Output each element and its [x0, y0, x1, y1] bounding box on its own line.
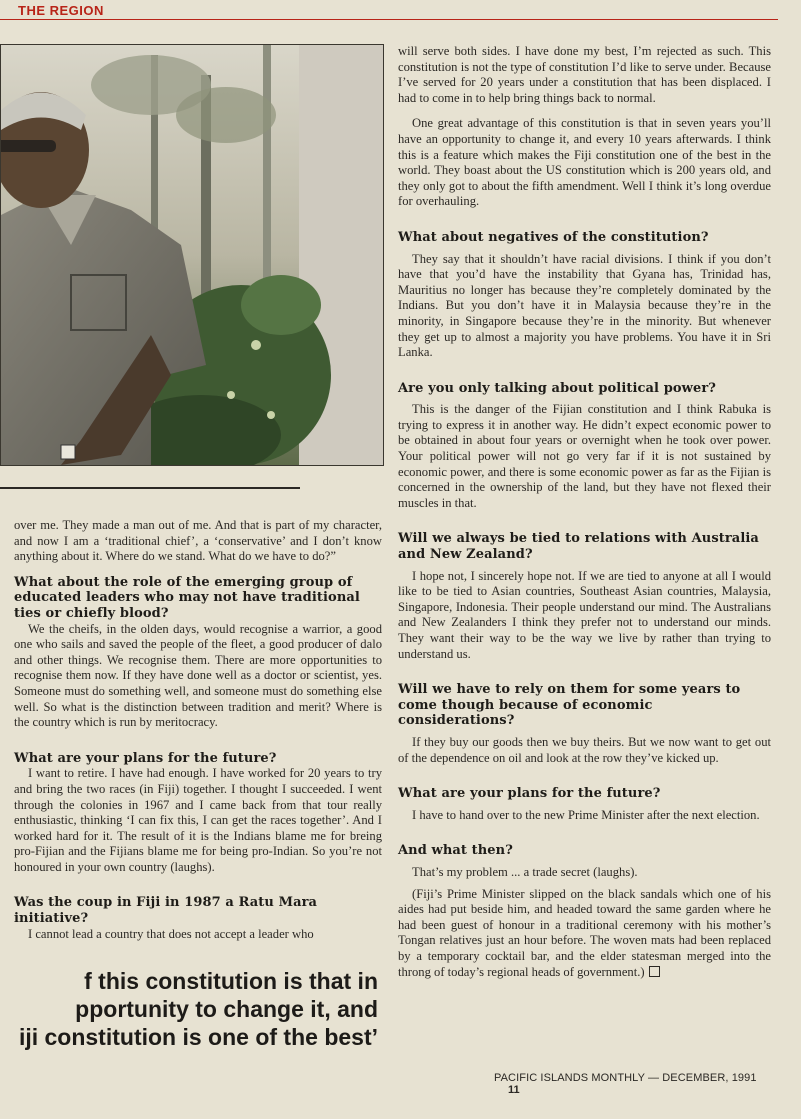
header-rule	[0, 19, 778, 20]
paragraph: One great advantage of this constitution is that in seven years you’ll have an opportunity to change it, and every 10 years afterwards. I think this is a feature which makes the Fiji constitution one of the best in the world. They boast about the US constitution which is 200 years old, and they only got to about the fifth amendment. Well I think it’s long overdue for overhauling.	[398, 116, 771, 209]
paragraph: I cannot lead a country that does not accept a leader who	[28, 926, 314, 941]
section-label: THE REGION	[18, 3, 104, 18]
paragraph: This is the danger of the Fijian constitution and I think Rabuka is trying to express it in another way. He didn’t expect economic power to be obtained in about four years or overnight when he took over power. Your political power will not go very far if it is not sustained by economic power, and there is some economic power as far as the Fijian is concerned in the ownership of the land, but they have not flexed their muscles in that.	[398, 402, 771, 510]
interview-question: What about negatives of the constitution?	[398, 229, 709, 245]
paragraph: will serve both sides. I have done my best, I’m rejected as such. This constitution is not the type of constitution I’d like to serve under. Because I’ve served for 20 years under a constitution that has been displaced. I had to come in to help bring things back to normal.	[398, 44, 771, 105]
paragraph: That’s my problem ... a trade secret (laughs).	[412, 864, 638, 879]
publication-name: PACIFIC ISLANDS MONTHLY — DECEMBER, 1991	[494, 1072, 757, 1084]
closing-paragraph-text: (Fiji’s Prime Minister slipped on the black sandals which one of his aides had put beside him, and headed toward the same garden where he had been guest of honour in a traditional ceremony with his mother’s Tongan relatives just an hour before. The woven mats had been replaced by a temporary cocktail bar, and the elder statesman merged into the throng of today’s regional heads of government.)	[398, 886, 771, 979]
closing-paragraph	[398, 887, 771, 981]
paragraph: I want to retire. I have had enough. I have worked for 20 years to try and bring the two races (in Fiji) together. I thought I succeeded. I went through the colonies in 1967 and I came back from that tour really enthusiastic, thinking ‘I can fix this, I can get the races together’. And I worked hard for it. The result of it is the Indians blame me for breing pro-Fijian and the Fijians blame me for being pro-Indian. So you’re not honoured in your own country (laughs).	[14, 766, 382, 874]
interview-question: Will we always be tied to relations with Australia and New Zealand?	[398, 531, 759, 563]
end-of-article-box-icon	[649, 966, 660, 977]
interview-question: What about the role of the emerging group of educated leaders who may not have traditional ties or chiefly blood?	[14, 574, 360, 621]
portrait-photo	[0, 44, 384, 466]
paragraph: over me. They made a man out of me. And that is part of my character, and now I am a ‘traditional chief’, a ‘conservative’ and I don’t know anything about it. Where do we stand. What do we have to do?”	[14, 518, 382, 564]
page-number: 11	[508, 1084, 520, 1096]
paragraph: If they buy our goods then we buy theirs. But we now want to get out of the dependence on oil and look at the row they’ve kicked up.	[398, 734, 771, 765]
pull-quote-line: pportunity to change it, and	[75, 996, 378, 1022]
pull-quote-line: iji constitution is one of the best’	[18, 1024, 378, 1050]
paragraph: I have to hand over to the new Prime Minister after the next election.	[412, 807, 760, 822]
interview-question: Will we have to rely on them for some years to come though because of economic considerations?	[398, 682, 741, 729]
right-column	[398, 44, 771, 980]
left-column	[14, 518, 382, 942]
pull-quote-line: f this constitution is that in	[84, 968, 378, 994]
interview-question: And what then?	[398, 843, 513, 859]
paragraph: They say that it shouldn’t have racial divisions. I think if you don’t have that you’d have the instability that Gyana has, Trinidad has, Mauritius no longer has because they’re completely dominated by the Indians. But you don’t have it in Malaysia because they’re in the minority, in Singapore because they’re in the minority. But whenever they get up to almost a majority you have problems. You have it in Sri Lanka.	[398, 251, 771, 360]
paragraph: I hope not, I sincerely hope not. If we are tied to anyone at all I would like to be tied to Asian countries, Southeast Asian countries, Malaysia, Singapore, Indonesia. Their people understand our mind. The Australians and New Zealanders I think they prefer not to understand our minds. They want their way to be the way we live by rather than trying to understand us.	[398, 568, 771, 661]
interview-question: Was the coup in Fiji in 1987 a Ratu Mara initiative?	[14, 895, 318, 927]
page-header	[0, 0, 801, 22]
page-footer	[494, 1072, 774, 1096]
pull-quote	[0, 967, 382, 1051]
interview-question: What are your plans for the future?	[398, 786, 661, 802]
paragraph: We the cheifs, in the olden days, would recognise a warrior, a good one who sails and saved the people of the fleet, a good producer of dalo and other things. We recognise them. There are more opportunities to recognise them now. If they have done well as a doctor or scientist, yes. Someone must do something well, and someone must do something else well. So what is the distinction between tradition and merit? Where is the country which is run by meritocracy.	[14, 621, 382, 730]
interview-question: Are you only talking about political power?	[398, 380, 716, 396]
photo-rule	[0, 487, 300, 489]
interview-question: What are your plans for the future?	[14, 750, 277, 766]
